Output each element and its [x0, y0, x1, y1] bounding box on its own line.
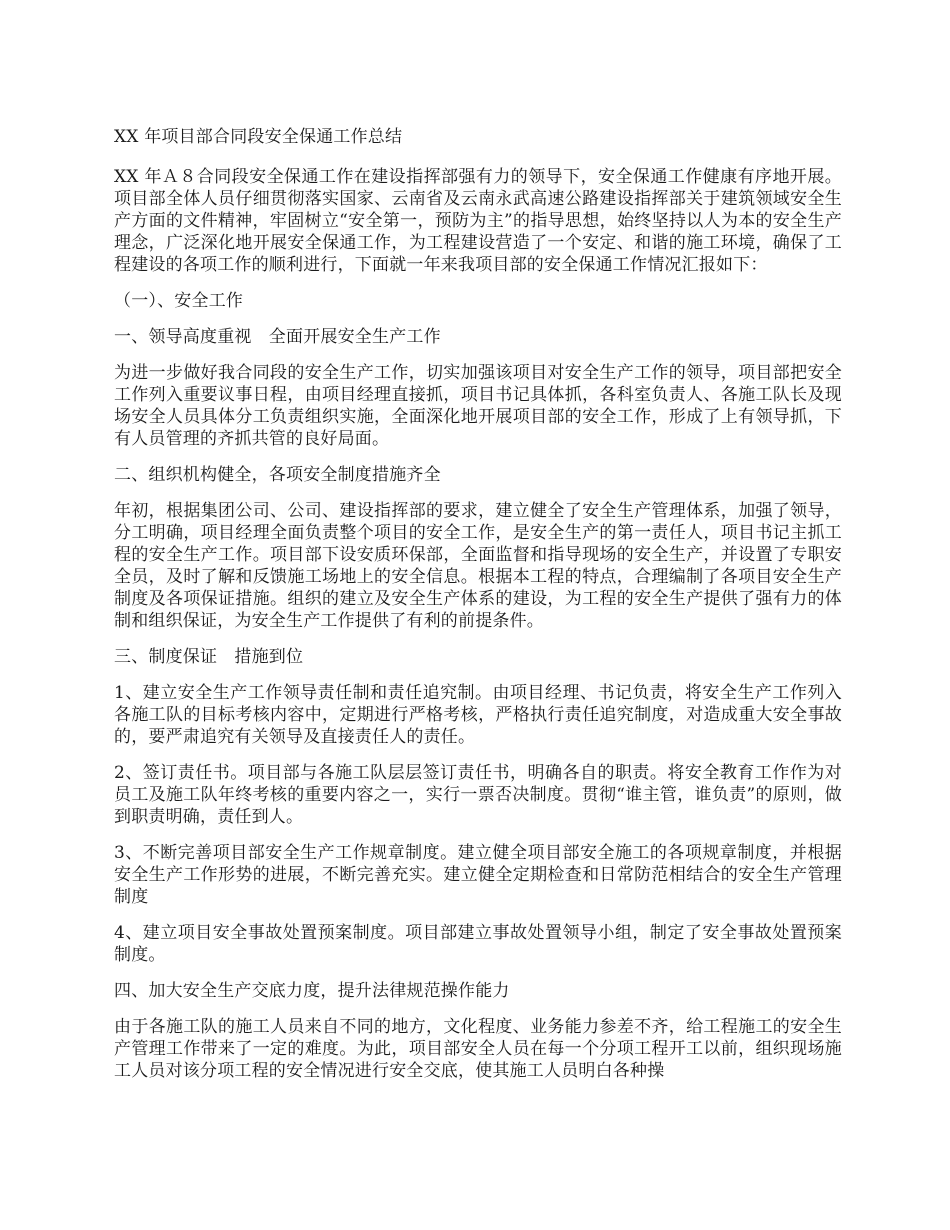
document-title: XX 年项目部合同段安全保通工作总结: [114, 127, 403, 147]
list-item-2: 2、签订责任书。项目部与各施工队层层签订责任书，明确各自的职责。将安全教育工作作为对员工及施工队年终考核的重要内容之一，实行一票否决制度。贯彻“谁主管，谁负责”的原则，做到职责明确，责任到人。: [114, 763, 842, 827]
list-item-1: 1、建立安全生产工作领导责任制和责任追究制。由项目经理、书记负责，将安全生产工作列入各施工队的目标考核内容中，定期进行严格考核，严格执行责任追究制度，对造成重大安全事故的，要严肃追究有关领导及直接责任人的责任。: [114, 683, 842, 747]
paragraph-safety-briefing: 由于各施工队的施工人员来自不同的地方，文化程度、业务能力参差不齐，给工程施工的安全生产管理工作带来了一定的难度。为此，项目部安全人员在每一个分项工程开工以前，组织现场施工人员对该分项工程的安全情况进行安全交底，使其施工人员明白各种操: [114, 1017, 842, 1081]
section-heading-safety-work: （一）、安全工作: [114, 291, 244, 311]
paragraph-leadership: 为进一步做好我合同段的安全生产工作，切实加强该项目对安全生产工作的领导，项目部把安全工作列入重要议事日程，由项目经理直接抓，项目书记具体抓，各科室负责人、各施工队长及现场安全人员具体分工负责组织实施，全面深化地开展项目部的安全工作，形成了上有领导抓，下有人员管理的齐抓共管的良好局面。: [114, 363, 842, 449]
heading-leadership: 一、领导高度重视 全面开展安全生产工作: [114, 327, 441, 347]
document-page: [114, 126, 842, 1096]
intro-paragraph: XX 年Ａ８合同段安全保通工作在建设指挥部强有力的领导下，安全保通工作健康有序地开展。项目部全体人员仔细贯彻落实国家、云南省及云南永武高速公路建设指挥部关于建筑领域安全生产方面的文件精神，牢固树立“安全第一，预防为主”的指导思想，始终坚持以人为本的安全生产理念，广泛深化地开展安全保通工作，为工程建设营造了一个安定、和谐的施工环境，确保了工程建设的各项工作的顺利进行，下面就一年来我项目部的安全保通工作情况汇报如下：: [114, 167, 842, 275]
list-item-4: 4、建立项目安全事故处置预案制度。项目部建立事故处置领导小组，制定了安全事故处置预案制度。: [114, 923, 842, 965]
paragraph-organization: 年初，根据集团公司、公司、建设指挥部的要求，建立健全了安全生产管理体系，加强了领导，分工明确，项目经理全面负责整个项目的安全工作，是安全生产的第一责任人，项目书记主抓工程的安全生产工作。项目部下设安质环保部，全面监督和指导现场的安全生产，并设置了专职安全员，及时了解和反馈施工场地上的安全信息。根据本工程的特点，合理编制了各项目安全生产制度及各项保证措施。组织的建立及安全生产体系的建设，为工程的安全生产提供了强有力的体制和组织保证，为安全生产工作提供了有利的前提条件。: [114, 501, 842, 631]
list-item-3: 3、不断完善项目部安全生产工作规章制度。建立健全项目部安全施工的各项规章制度，并根据安全生产工作形势的进展，不断完善充实。建立健全定期检查和日常防范相结合的安全生产管理制度: [114, 843, 842, 907]
heading-system-guarantee: 三、制度保证 措施到位: [114, 647, 304, 667]
heading-safety-briefing: 四、加大安全生产交底力度，提升法律规范操作能力: [114, 981, 510, 1001]
heading-organization: 二、组织机构健全，各项安全制度措施齐全: [114, 465, 441, 485]
